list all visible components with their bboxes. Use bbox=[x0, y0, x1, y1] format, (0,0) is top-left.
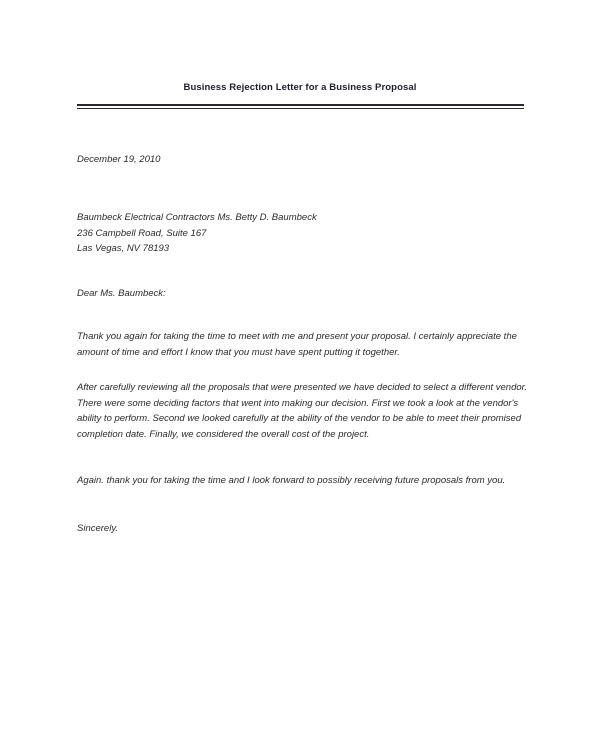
paragraph-1-line-1: Thank you again for taking the time to meet with me and present your proposal. I certainly appreciate the bbox=[77, 331, 517, 342]
paragraph-2-line-4: completion date. Finally, we considered the overall cost of the project. bbox=[77, 428, 370, 440]
title-rule-thick bbox=[77, 104, 524, 106]
paragraph-1 bbox=[77, 329, 527, 360]
paragraph-1-line-2: amount of time and effort I know that you must have spent putting it together. bbox=[77, 346, 400, 358]
paragraph-3: Again. thank you for taking the time and I look forward to possibly receiving future proposals from you. bbox=[77, 475, 506, 486]
address-line-3: Las Vegas, NV 78193 bbox=[77, 243, 170, 254]
address-line-1: Baumbeck Electrical Contractors Ms. Betty D. Baumbeck bbox=[77, 212, 317, 223]
paragraph-2-line-3: ability to perform. Second we looked carefully at the ability of the vendor to be able to meet their promised bbox=[77, 413, 522, 424]
closing: Sincerely. bbox=[77, 523, 119, 534]
salutation: Dear Ms. Baumbeck: bbox=[77, 288, 166, 299]
letter-title: Business Rejection Letter for a Business Proposal bbox=[183, 82, 417, 93]
paragraph-2 bbox=[77, 380, 527, 442]
letter-date: December 19, 2010 bbox=[77, 154, 161, 165]
paragraph-2-line-1: After carefully reviewing all the proposals that were presented we have decided to select a different vendor. bbox=[77, 382, 528, 393]
title-rule-thin bbox=[77, 108, 524, 109]
address-line-2: 236 Campbell Road, Suite 167 bbox=[77, 228, 207, 239]
paragraph-2-line-2: There were some deciding factors that went into making our decision. First we took a look at the vendor's bbox=[77, 397, 519, 409]
